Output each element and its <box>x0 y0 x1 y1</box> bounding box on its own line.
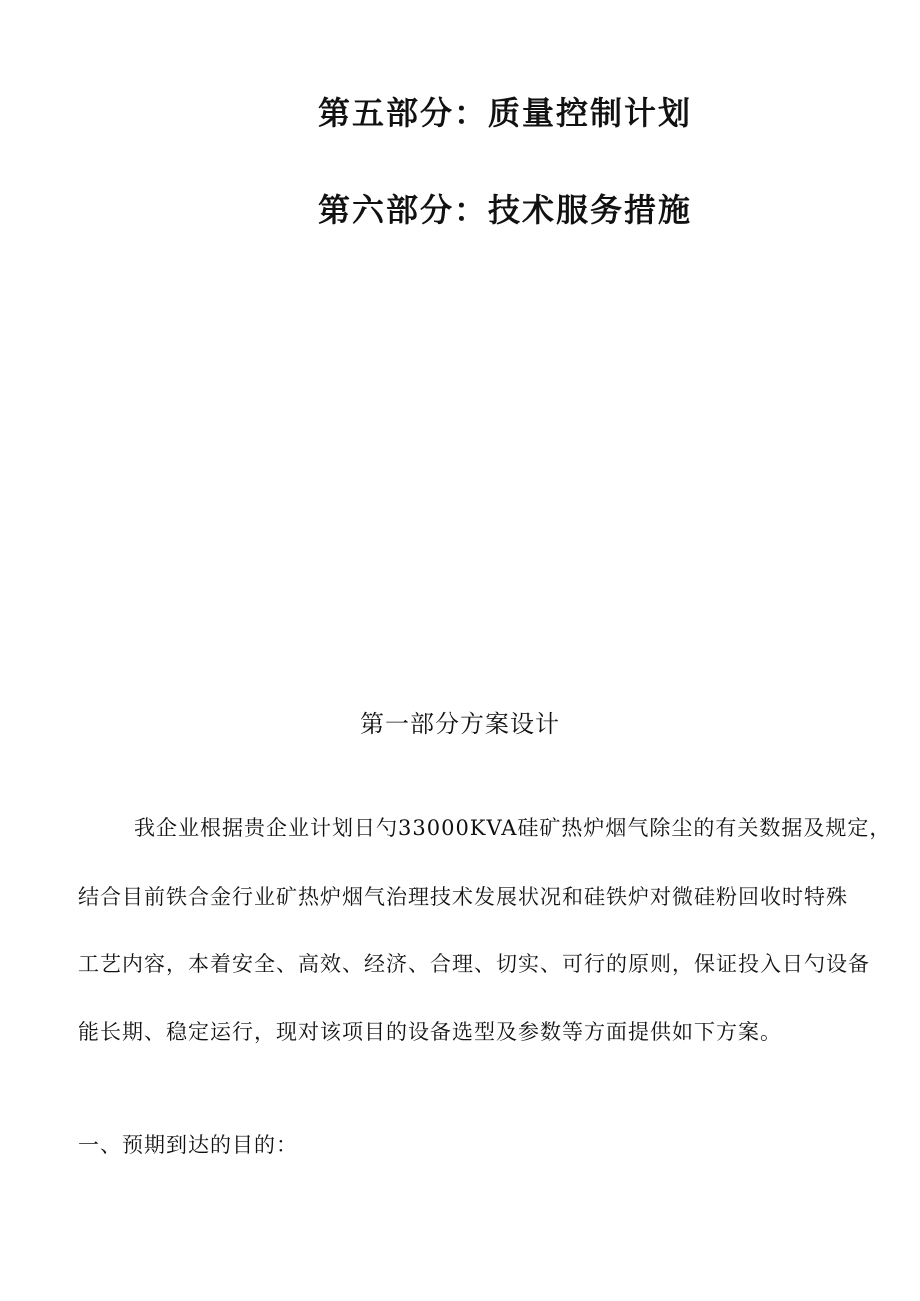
paragraph-line-1: 我企业根据贵企业计划日勺33000KVA硅矿热炉烟气除尘的有关数据及规定， <box>134 816 892 840</box>
paragraph-line-4: 能长期、稳定运行，现对该项目的设备选型及参数等方面提供如下方案。 <box>78 1020 782 1044</box>
toc-heading-part6: 第六部分：技术服务措施 <box>318 191 693 229</box>
paragraph-line-2: 结合目前铁合金行业矿热炉烟气治理技术发展状况和硅铁炉对微硅粉回收时特殊 <box>78 885 848 909</box>
toc-heading-part5: 第五部分：质量控制计划 <box>318 94 693 132</box>
section-title: 第一部分方案设计 <box>360 710 560 738</box>
paragraph-line-3: 工艺内容，本着安全、高效、经济、合理、切实、可行的原则，保证投入日勺设备 <box>78 952 870 976</box>
subheading-goals: 一、预期到达的目的： <box>78 1133 298 1157</box>
